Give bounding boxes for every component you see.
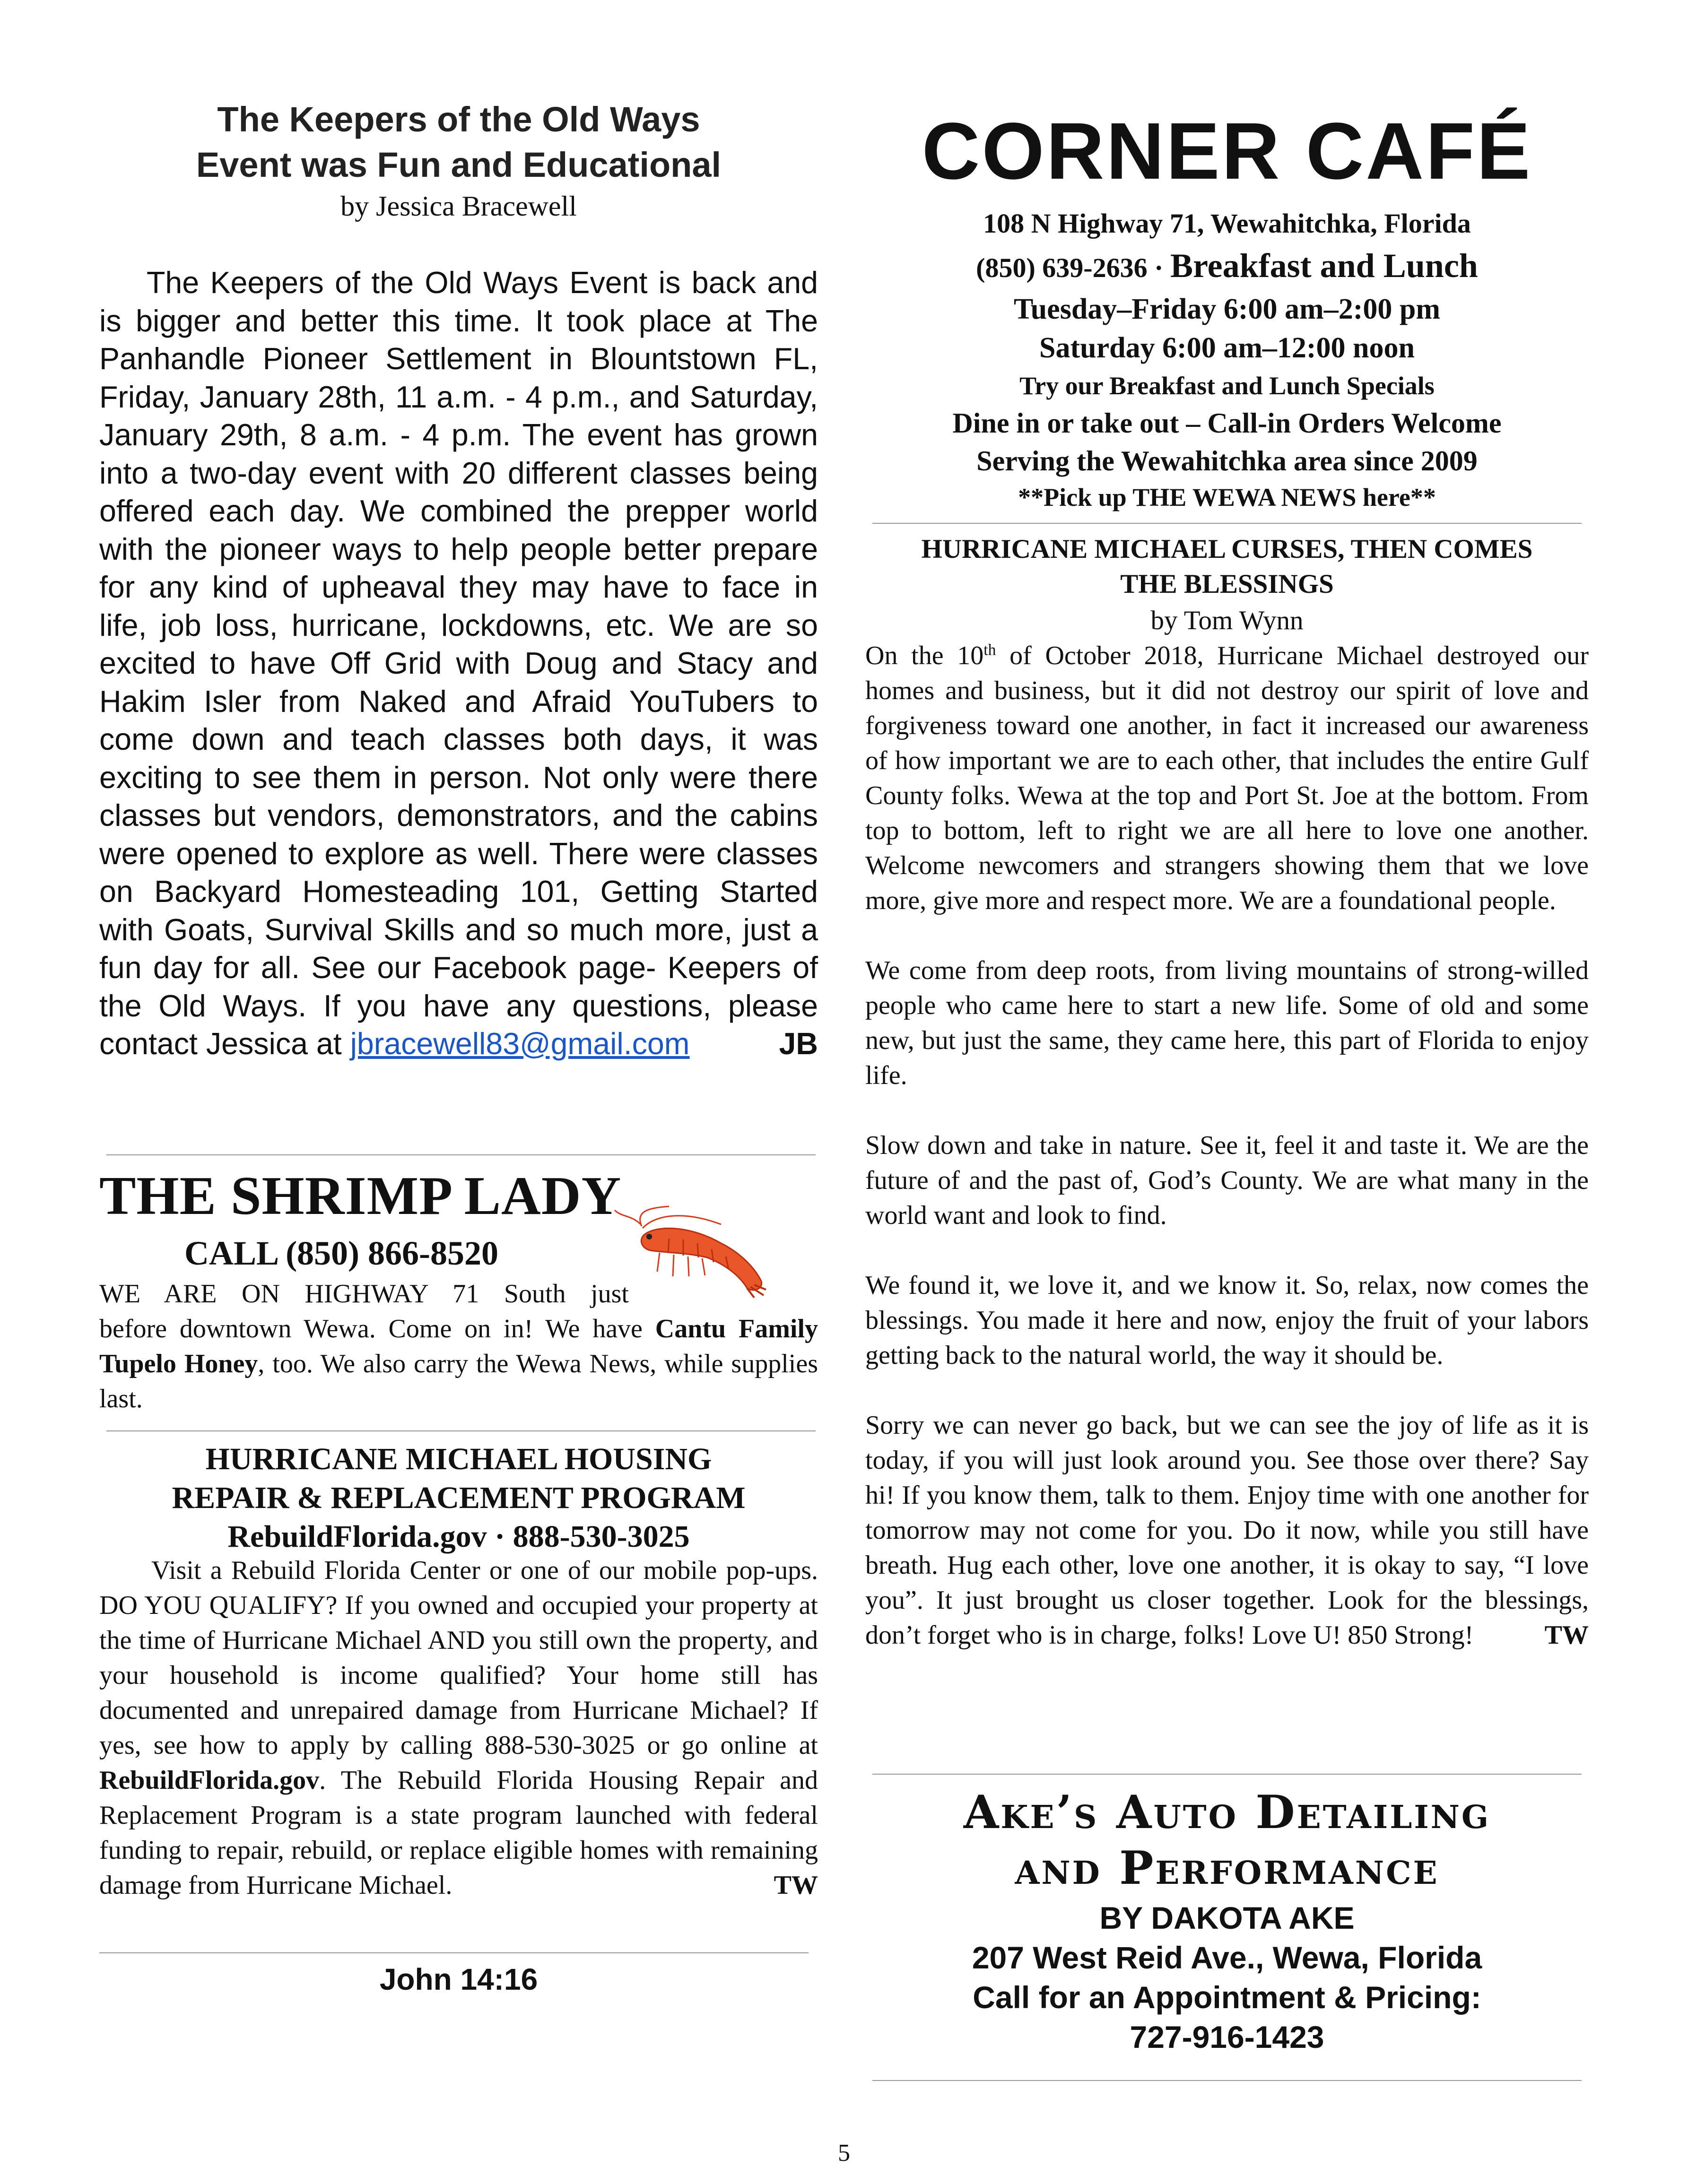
keepers-title-line2: Event was Fun and Educational [196,145,722,184]
ake-auto-info [865,1898,1589,2057]
bible-verse: John 14:16 [379,1962,538,1996]
paragraph: We come from deep roots, from living mountains of strong-willed people who came here to start a new life. Some of old and some new, but just the same, they came here, this part of Florida to enjoy life. [865,956,1589,1090]
cafe-hours-saturday: Saturday 6:00 am–12:00 noon [1039,332,1415,364]
housing-program-body [99,1553,818,1903]
keepers-article-title [99,97,818,188]
housing-title-line2: REPAIR & REPLACEMENT PROGRAM [172,1481,746,1515]
cafe-phone: (850) 639-2636 · [976,252,1164,283]
housing-body-part1: Visit a Rebuild Florida Center or one of our mobile pop-ups. DO YOU QUALIFY? If you owned and occupied your property at the time of Hurricane Michael AND you still own the property, and your household is income qualified? Your home still has documented and unrepaired damage from Hurricane Michael? If yes, see how to apply by calling 888-530-3025 or go online at [99,1556,818,1760]
housing-title-line1: HURRICANE MICHAEL HOUSING [205,1442,712,1476]
housing-website: RebuildFlorida.gov [99,1766,320,1795]
housing-program-title [99,1440,818,1556]
cafe-phone-line [865,244,1589,290]
ake-auto-title [865,1785,1589,1896]
cafe-serving: Serving the Wewahitchka area since 2009 [976,445,1478,477]
keepers-article-body [99,264,818,1063]
housing-title-line3: RebuildFlorida.gov · 888-530-3025 [227,1519,690,1554]
divider [106,1430,816,1431]
shrimp-lady-phone: CALL (850) 866-8520 [184,1234,498,1272]
housing-body-part2: . The Rebuild Florida Housing Repair and Replacement Program is a state program launched with federal funding to repair, rebuild, or replace eligible homes with remaining damage from Hurricane Michael. [99,1766,818,1900]
ake-owner: BY DAKOTA AKE [1099,1900,1355,1935]
shrimp-lady-body-line1: WE ARE ON HIGHWAY 71 South just [99,1279,629,1309]
page-number: 5 [838,2140,850,2167]
paragraph [865,638,1589,918]
p1-rest: of October 2018, Hurricane Michael destroyed our homes and business, but it did not destroy our spirit of love and forgiveness toward one another, in fact it increased our awareness of how important we are to each other, that includes the entire Gulf County folks. Wewa at the top and Port St. Joe at the bottom. From top to bottom, left to right we are all here to love one another. Welcome newcomers and strangers showing them that we love more, give more and respect more. We are a foundational people. [865,641,1589,915]
paragraph [865,1408,1589,1653]
cafe-meals: Breakfast and Lunch [1170,247,1478,285]
p1-start: On the 10 [865,641,984,670]
cafe-hours-weekday: Tuesday–Friday 6:00 am–2:00 pm [1014,293,1440,325]
cafe-address: 108 N Highway 71, Wewahitchka, Florida [983,208,1471,239]
ake-address: 207 West Reid Ave., Wewa, Florida [972,1940,1482,1975]
divider [872,2080,1582,2081]
shrimp-body-part1: before downtown Wewa. Come on in! We have [99,1314,643,1343]
hurricane-article-body [865,638,1589,1653]
cafe-name: CORNER CAFÉ [922,106,1532,196]
shrimp-lady-title: THE SHRIMP LADY [99,1166,622,1226]
divider [99,1952,809,1953]
contact-email-link[interactable]: jbracewell83@gmail.com [350,1027,690,1061]
keepers-signature: JB [779,1027,818,1061]
keepers-byline: by Jessica Bracewell [340,191,577,222]
p1-superscript: th [983,641,996,659]
ake-title-line1: Ake’s Auto Detailing [963,1785,1491,1839]
cafe-specials: Try our Breakfast and Lunch Specials [1019,372,1435,400]
cafe-info [865,203,1589,515]
p5-text: Sorry we can never go back, but we can see the joy of life as it is today, if you will just look around you. See those over there? Say hi! If you know them, talk to them. Enjoy time with one another for tomorrow may not come for you. Do it now, while you still have breath. Hug each other, love one another, it is okay to say, “I love you”. It just brought us closer together. Look for the blessings, don’t forget who is in charge, folks! Love U! 850 Strong! [865,1411,1589,1650]
keepers-title-line1: The Keepers of the Old Ways [217,100,700,139]
cafe-pickup: **Pick up THE WEWA NEWS here** [1018,483,1436,511]
honey-brand: Cantu Family Tupelo Honey [99,1314,818,1378]
hurricane-signature: TW [1544,1621,1589,1650]
shrimp-lady-body-rest [99,1311,818,1416]
hurricane-article-title [865,532,1589,602]
keepers-body-text: The Keepers of the Old Ways Event is back and is bigger and better this time. It took place at The Panhandle Pioneer Settlement in Blountstown FL, Friday, January 28th, 11 a.m. - 4 p.m., and Saturday, January 29th, 8 a.m. - 4 p.m. The event has grown into a two-day event with 20 different classes being offered each day. We combined the prepper world with the pioneer ways to help people better prepare for any kind of upheaval they may have to face in life, job loss, hurricane, lockdowns, etc. We are so excited to have Off Grid with Doug and Stacy and Hakim Isler from Naked and Afraid YouTubers to come down and teach classes both days, it was exciting to see them in person. Not only were there classes but vendors, demonstrators, and the cabins were opened to explore as well. There were classes on Backyard Homesteading 101, Getting Started with Goats, Survival Skills and so much more, just a fun day for all. See our Facebook page- Keepers of the Old Ways. If you have any questions, please contact Jessica at [99,266,818,1061]
ake-phone: 727-916-1423 [1130,2019,1324,2054]
hurricane-title-line2: THE BLESSINGS [1120,569,1334,599]
shrimp-body-part2: , too. We also carry the Wewa News, while supplies last. [99,1349,818,1413]
shrimp-lady-body [99,1276,818,1416]
hurricane-byline: by Tom Wynn [1150,606,1304,635]
paragraph: Slow down and take in nature. See it, feel it and taste it. We are the future of and the past of, God’s County. We are what many in the world want and look to find. [865,1131,1589,1230]
divider [106,1154,816,1155]
housing-signature: TW [774,1871,818,1900]
cafe-dine: Dine in or take out – Call-in Orders Welcome [952,407,1502,439]
divider [872,523,1582,524]
ake-call: Call for an Appointment & Pricing: [973,1980,1481,2015]
paragraph: We found it, we love it, and we know it. So, relax, now comes the blessings. You made it here and now, enjoy the fruit of your labors getting back to the natural world, the way it should be. [865,1271,1589,1370]
ake-title-line2: and Performance [1015,1841,1439,1895]
divider [872,1774,1582,1775]
hurricane-title-line1: HURRICANE MICHAEL CURSES, THEN COMES [921,534,1533,564]
